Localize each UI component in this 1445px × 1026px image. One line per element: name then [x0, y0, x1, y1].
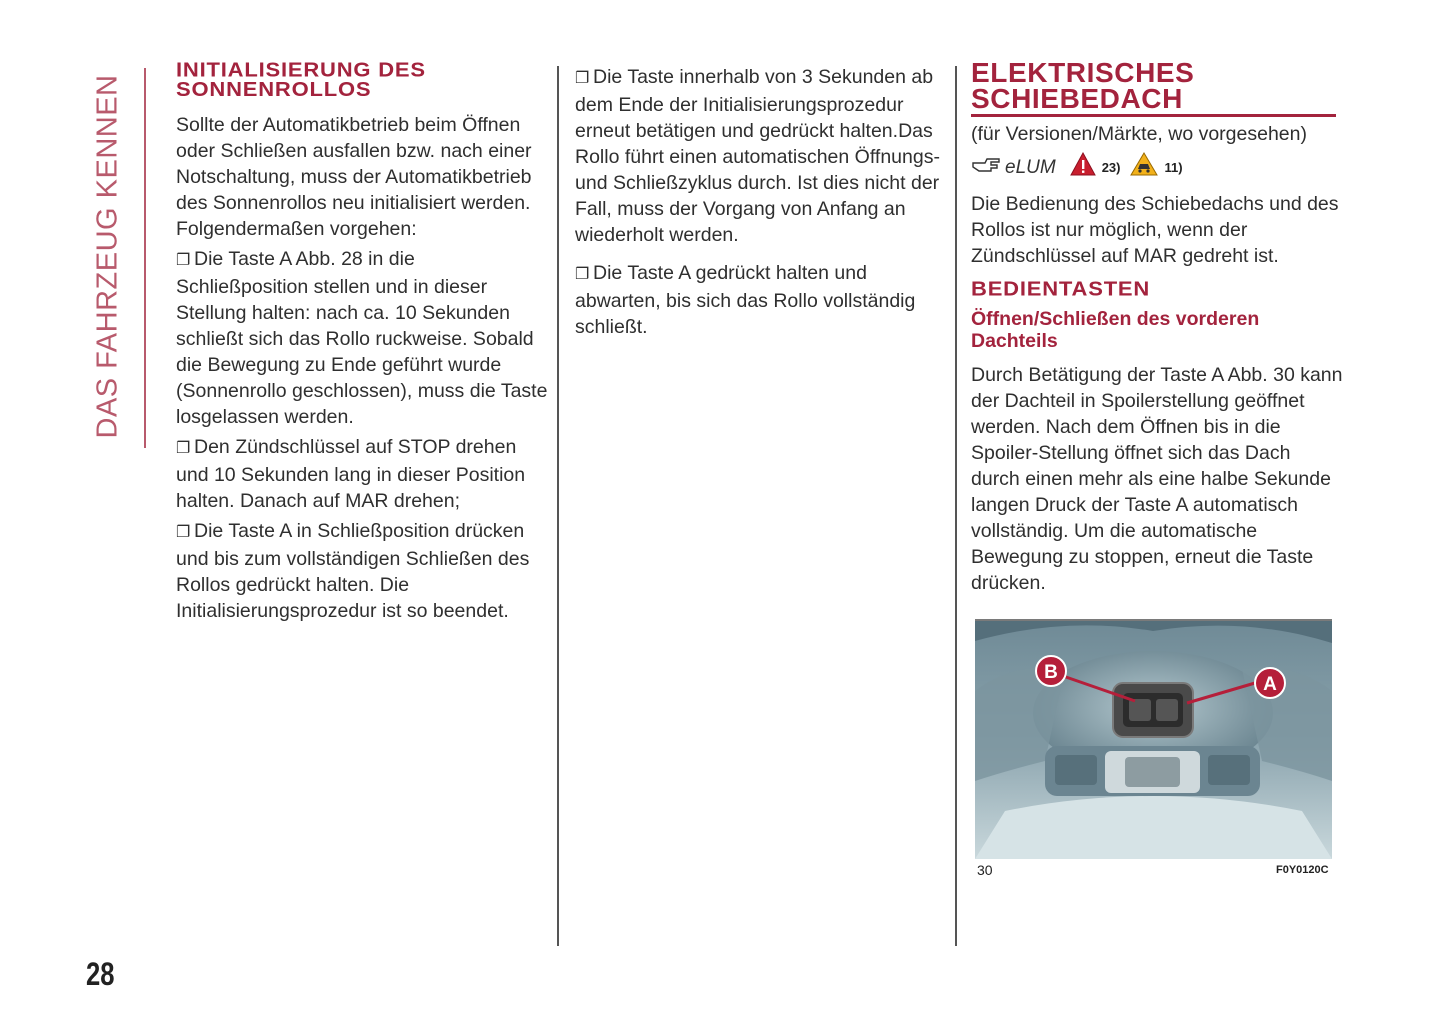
svg-text:A: A	[1263, 674, 1277, 695]
page-number: 28	[86, 956, 115, 992]
checkbox-bullet-icon: ❐	[176, 252, 191, 269]
column-2	[575, 64, 947, 344]
checkbox-bullet-icon: ❐	[575, 70, 590, 87]
checkbox-bullet-icon: ❐	[176, 440, 191, 457]
heading-bedientasten: BEDIENTASTEN	[971, 277, 1151, 301]
elum-logo: eLUM	[1005, 157, 1056, 178]
side-tab-rule	[144, 68, 146, 448]
side-tab-label: DAS FAHRZEUG KENNEN	[91, 74, 124, 438]
checkbox-bullet-icon: ❐	[575, 266, 590, 283]
column-3	[971, 57, 1343, 600]
subheading-oeffnen-schliessen: Öffnen/Schließen des vorderen Dachteils	[971, 308, 1260, 352]
heading-underline	[971, 114, 1336, 117]
callout-a	[1255, 668, 1285, 698]
column-divider	[955, 66, 957, 946]
checkbox-bullet-icon: ❐	[176, 524, 191, 541]
svg-text:B: B	[1044, 662, 1058, 683]
warning-ref: 23)	[1101, 160, 1121, 175]
column-1	[176, 60, 548, 628]
bullet-item: ❐ Die Taste A in Schließposition drücken und bis zum vollständigen Schließen des Rollos gedrückt halten. Die Initialisierungsprozedur ist so beendet.	[176, 520, 530, 622]
symbol-row	[971, 151, 1343, 185]
figure-number: 30	[977, 862, 993, 878]
figure-code: F0Y0120C	[1276, 864, 1329, 876]
body-paragraph: Durch Betätigung der Taste A Abb. 30 kann der Dachteil in Spoilerstellung geöffnet werden. Nach dem Öffnen bis in die Spoiler-Stellung öffnet sich das Dach durch einen mehr als eine halbe Sekunde langen Druck der Taste A automatisch vollständig. Um die automatische Bewegung zu stoppen, erneut die Taste drücken.	[971, 364, 1343, 594]
callout-b	[1036, 656, 1066, 686]
column-divider	[557, 66, 559, 946]
figure-sunroof-controls	[975, 619, 1332, 859]
caution-ref: 11)	[1164, 160, 1183, 175]
warning-triangle-icon	[1070, 152, 1096, 185]
heading-initialisierung: INITIALISIERUNG DES SONNENROLLOS	[176, 58, 426, 101]
intro-paragraph: Sollte der Automatikbetrieb beim Öffnen oder Schließen ausfallen bzw. nach einer Notschaltung, muss der Automatikbetrieb des Sonnenrollos neu initialisiert werden. Folgendermaßen vorgehen:	[176, 114, 532, 240]
bullet-item: ❐ Die Taste A Abb. 28 in die Schließposition stellen und in dieser Stellung halten: nach ca. 10 Sekunden schließt sich das Rollo ruckweise. Sobald die Bewegung zu Ende geführt wurde (Sonnenrollo geschlossen), muss die Taste losgelassen werden.	[176, 248, 548, 428]
pointing-hand-icon	[971, 153, 1003, 184]
bullet-item: ❐ Die Taste innerhalb von 3 Sekunden ab dem Ende der Initialisierungsprozedur erneut betätigen und gedrückt halten.Das Rollo führt einen automatischen Öffnungs- und Schließzyklus durch. Ist dies nicht der Fall, muss der Vorgang von Anfang an wiederholt werden.	[575, 66, 940, 246]
heading-schiebedach: ELEKTRISCHES SCHIEBEDACH	[971, 57, 1195, 114]
intro-paragraph: Die Bedienung des Schiebedachs und des Rollos ist nur möglich, wenn der Zündschlüssel auf MAR gedreht ist.	[971, 193, 1339, 267]
side-tab	[86, 66, 130, 446]
availability-note: (für Versionen/Märkte, wo vorgesehen)	[971, 123, 1307, 145]
caution-car-icon	[1130, 152, 1158, 185]
bullet-item: ❐ Den Zündschlüssel auf STOP drehen und 10 Sekunden lang in dieser Position halten. Danach auf MAR drehen;	[176, 436, 526, 512]
bullet-item: ❐ Die Taste A gedrückt halten und abwarten, bis sich das Rollo vollständig schließt.	[575, 262, 916, 338]
